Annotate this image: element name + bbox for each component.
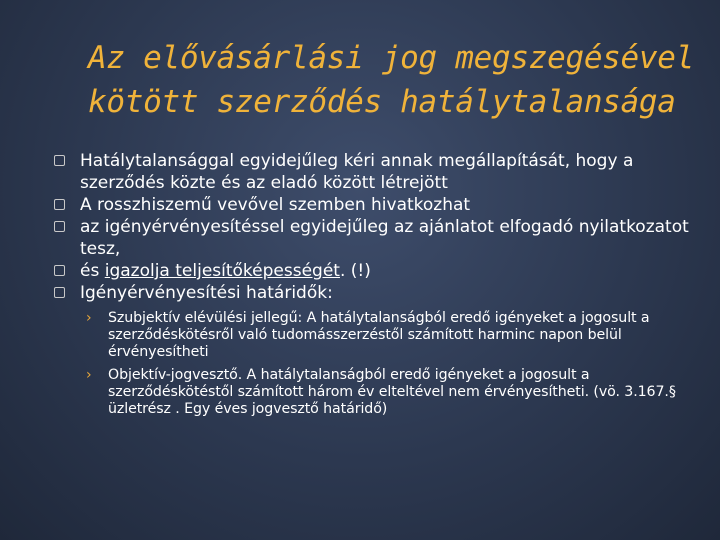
bullet-item-3 <box>54 216 704 260</box>
bullet-item-4 <box>54 260 704 282</box>
bullet-text-4-pre: és <box>80 261 105 281</box>
chevron-right-icon: › <box>86 366 92 383</box>
checkbox-bullet-icon <box>54 199 65 210</box>
slide-title <box>88 36 698 124</box>
bullet-text-3: az igényérvényesítéssel egyidejűleg az ajánlatot elfogadó nyilatkozatot tesz, <box>80 217 689 259</box>
checkbox-bullet-icon <box>54 155 65 166</box>
bullet-item-2 <box>54 194 704 216</box>
checkbox-bullet-icon <box>54 265 65 276</box>
checkbox-bullet-icon <box>54 287 65 298</box>
slide-title-line-1: Az elővásárlási jog megszegésével <box>88 40 694 76</box>
bullet-item-5 <box>54 282 704 304</box>
checkbox-bullet-icon <box>54 221 65 232</box>
chevron-right-icon: › <box>86 310 92 326</box>
bullet-item-1 <box>54 150 704 194</box>
bullet-text-4-post: . (!) <box>339 261 371 281</box>
subbullet-item-1 <box>54 310 704 362</box>
bullet-text-5: Igényérvényesítési határidők: <box>80 283 333 303</box>
slide-title-line-2: kötött szerződés hatálytalansága <box>88 84 676 120</box>
slide-content <box>54 150 704 418</box>
subbullet-item-2 <box>54 367 704 419</box>
bullet-text-4-underlined: igazolja teljesítőképességét <box>104 261 340 281</box>
bullet-text-1: Hatálytalansággal egyidejűleg kéri annak megállapítását, hogy a szerződés közte és az eladó között létrejött <box>80 151 634 193</box>
subbullet-text-2: Objektív-jogvesztő. A hatálytalanságból eredő igényeket a jogosult a szerződéskötéstől számított három év elteltével nem érvényesítheti. (vö. 3.167.§ üzletrész . Egy éves jogvesztő határidő) <box>108 366 676 418</box>
subbullet-text-1: Szubjektív elévülési jellegű: A hatálytalanságból eredő igényeket a jogosult a szerződéskötésről való tudomásszerzéstől számított harminc napon belül érvényesítheti <box>108 310 650 361</box>
bullet-text-2: A rosszhiszemű vevővel szemben hivatkozhat <box>80 195 471 215</box>
